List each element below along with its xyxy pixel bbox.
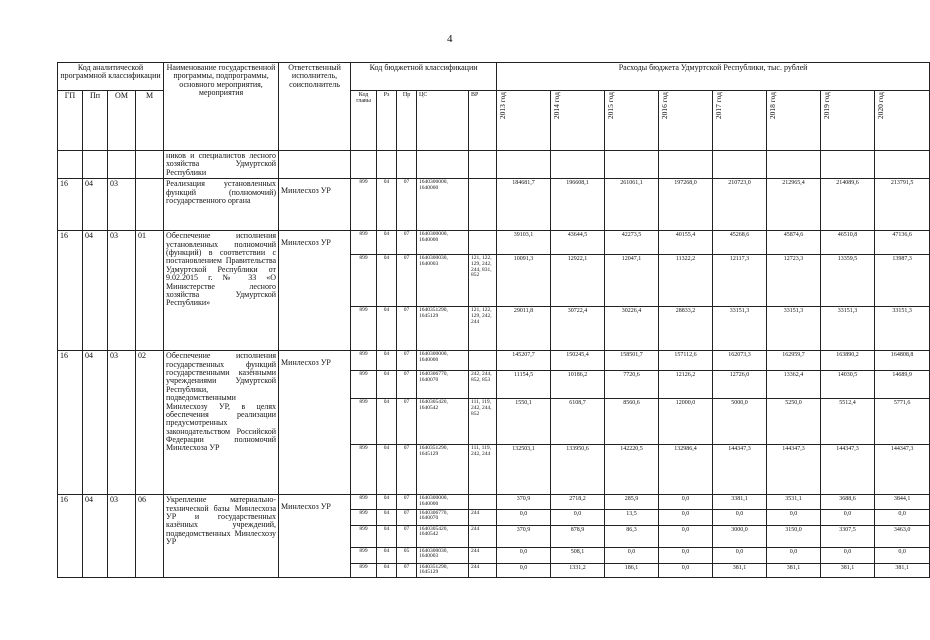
expense-value: 213791,5 [875, 179, 930, 231]
year-header: 2013 год [497, 91, 551, 151]
expense-value: 164808,8 [875, 351, 930, 371]
vr-code: 121, 122, 129, 242, 244, 831, 852 [469, 255, 497, 307]
expense-value: 33151,3 [875, 307, 930, 351]
expense-value: 0,0 [821, 509, 875, 525]
vr-code: 111, 119, 242, 244 [469, 445, 497, 495]
rz-code: 04 [377, 371, 397, 399]
pr-code: 07 [397, 445, 417, 495]
code-m: 02 [136, 351, 164, 495]
expense-value: 12726,0 [713, 371, 767, 399]
expense-value: 144347,3 [875, 445, 930, 495]
expense-value: 197268,0 [659, 179, 713, 231]
glava-header: Код главы [351, 91, 377, 151]
rz-code: 04 [377, 547, 397, 563]
glava-code: 899 [351, 509, 377, 525]
continuation-row [58, 151, 930, 179]
cs-code: 1640300000, 1640000 [417, 231, 469, 255]
expense-value: 30226,4 [605, 307, 659, 351]
expense-value: 11322,2 [659, 255, 713, 307]
expense-value: 7720,6 [605, 371, 659, 399]
cs-code: 1640300000, 1640000 [417, 351, 469, 371]
expense-value: 144347,3 [713, 445, 767, 495]
rz-code: 04 [377, 307, 397, 351]
expense-value: 13987,3 [875, 255, 930, 307]
expense-value: 0,0 [875, 547, 930, 563]
cs-code: 1640351290, 1645129 [417, 307, 469, 351]
expense-value: 1550,1 [497, 399, 551, 445]
vr-header: ВР [469, 91, 497, 151]
pr-code: 07 [397, 371, 417, 399]
code-om: 03 [108, 351, 136, 495]
vr-code [469, 495, 497, 510]
expense-value: 8560,6 [605, 399, 659, 445]
expense-value: 261061,1 [605, 179, 659, 231]
glava-code: 899 [351, 231, 377, 255]
expense-value: 13,5 [605, 509, 659, 525]
expense-value: 0,0 [659, 509, 713, 525]
code-gp: 16 [58, 231, 83, 351]
code-pp: 04 [83, 495, 108, 578]
cs-code: 1640351290, 1645129 [417, 563, 469, 578]
rz-code: 04 [377, 231, 397, 255]
year-header: 2017 год [713, 91, 767, 151]
glava-code: 899 [351, 307, 377, 351]
year-header: 2014 год [551, 91, 605, 151]
code-om: 03 [108, 495, 136, 578]
expense-value: 157112,6 [659, 351, 713, 371]
expense-value: 162073,3 [713, 351, 767, 371]
expense-value: 43644,5 [551, 231, 605, 255]
expense-value: 285,9 [605, 495, 659, 510]
m-header: М [136, 91, 164, 151]
expense-value: 370,9 [497, 495, 551, 510]
om-header: ОМ [108, 91, 136, 151]
pr-code: 07 [397, 255, 417, 307]
expense-value: 5771,6 [875, 399, 930, 445]
pr-code: 07 [397, 179, 417, 231]
executor: Минлесхоз УР [279, 351, 351, 495]
expense-value: 10091,3 [497, 255, 551, 307]
expense-value: 0,0 [659, 563, 713, 578]
expense-value: 381,1 [821, 563, 875, 578]
expense-value: 142220,5 [605, 445, 659, 495]
expense-value: 0,0 [551, 509, 605, 525]
program-name: Обеспечение исполнения государственных функций государственными казёнными учреждениями Удмуртской Республики, подведомственными Минлесхозу УР, в целях обеспечения реализации предусмотренных законодательством Российской Федерации полномочий Минлесхоза УР [164, 351, 279, 495]
expense-value: 0,0 [875, 509, 930, 525]
expense-value: 144347,3 [821, 445, 875, 495]
name-header: Наименование государственной программы, подпрограммы, основного мероприятия, мероприятия [164, 63, 279, 151]
year-header: 2016 год [659, 91, 713, 151]
expense-value: 212965,4 [767, 179, 821, 231]
gp-header: ГП [58, 91, 83, 151]
vr-code [469, 231, 497, 255]
rz-code: 04 [377, 509, 397, 525]
expense-value: 0,0 [659, 525, 713, 547]
glava-code: 899 [351, 563, 377, 578]
code-om: 03 [108, 231, 136, 351]
expense-value: 45874,6 [767, 231, 821, 255]
vr-code [469, 179, 497, 231]
vr-code: 242, 244, 852, 853 [469, 371, 497, 399]
expense-value: 0,0 [497, 509, 551, 525]
expense-value: 0,0 [713, 547, 767, 563]
code-m: 06 [136, 495, 164, 578]
expense-value: 47136,6 [875, 231, 930, 255]
expense-value: 150245,4 [551, 351, 605, 371]
vr-code [469, 351, 497, 371]
expense-value: 6108,7 [551, 399, 605, 445]
cs-code: 1640300030, 1640003 [417, 547, 469, 563]
pr-code: 07 [397, 351, 417, 371]
expense-value: 30722,4 [551, 307, 605, 351]
pr-code: 07 [397, 509, 417, 525]
expense-value: 0,0 [821, 547, 875, 563]
rz-code: 04 [377, 179, 397, 231]
expense-value: 158501,7 [605, 351, 659, 371]
executor: Минлесхоз УР [279, 495, 351, 578]
table-header [58, 63, 930, 151]
expense-value: 5000,0 [713, 399, 767, 445]
expense-value: 12000,0 [659, 399, 713, 445]
pp-header: Пп [83, 91, 108, 151]
program-name: Укрепление материально-технической базы Минлесхоза УР и государственных казённых учреждений, подведомственных Минлесхозу УР [164, 495, 279, 578]
code-gp: 16 [58, 495, 83, 578]
expense-value: 132503,1 [497, 445, 551, 495]
expense-value: 186,1 [605, 563, 659, 578]
expense-value: 214089,6 [821, 179, 875, 231]
pr-code: 07 [397, 563, 417, 578]
expense-value: 3307,5 [821, 525, 875, 547]
glava-code: 899 [351, 371, 377, 399]
glava-code: 899 [351, 525, 377, 547]
expense-value: 878,9 [551, 525, 605, 547]
vr-code: 121, 122, 129, 242, 244 [469, 307, 497, 351]
expense-value: 11154,5 [497, 371, 551, 399]
executor: Минлесхоз УР [279, 179, 351, 231]
expense-value: 132986,4 [659, 445, 713, 495]
expense-value: 13362,4 [767, 371, 821, 399]
cs-header: ЦС [417, 91, 469, 151]
pr-code: 07 [397, 231, 417, 255]
expense-value: 0,0 [497, 563, 551, 578]
glava-code: 899 [351, 351, 377, 371]
budget-code-header: Код бюджетной классификации [351, 63, 497, 91]
vr-code: 244 [469, 563, 497, 578]
expense-value: 3150,0 [767, 525, 821, 547]
expense-value: 184681,7 [497, 179, 551, 231]
expense-value: 3463,0 [875, 525, 930, 547]
year-header: 2015 год [605, 91, 659, 151]
program-name: Реализация установленных функций (полномочий) государственного органа [164, 179, 279, 231]
expense-value: 162959,7 [767, 351, 821, 371]
expense-value: 2718,2 [551, 495, 605, 510]
expense-value: 5250,0 [767, 399, 821, 445]
table-row [58, 495, 930, 510]
expense-value: 10186,2 [551, 371, 605, 399]
rz-code: 04 [377, 445, 397, 495]
expense-value: 508,1 [551, 547, 605, 563]
glava-code: 899 [351, 445, 377, 495]
code-m [136, 179, 164, 231]
pr-code: 05 [397, 547, 417, 563]
expense-value: 370,9 [497, 525, 551, 547]
expense-value: 12117,3 [713, 255, 767, 307]
code-pp: 04 [83, 231, 108, 351]
expense-value: 381,1 [713, 563, 767, 578]
pr-code: 07 [397, 307, 417, 351]
expense-value: 381,1 [767, 563, 821, 578]
cs-code: 1640306770, 1640070 [417, 371, 469, 399]
expense-value: 0,0 [767, 509, 821, 525]
expense-value: 42273,5 [605, 231, 659, 255]
rz-code: 04 [377, 351, 397, 371]
expense-value: 33151,3 [821, 307, 875, 351]
expense-value: 3000,0 [713, 525, 767, 547]
table-row [58, 179, 930, 231]
rz-code: 04 [377, 525, 397, 547]
expenses-header: Расходы бюджета Удмуртской Республики, тыс. рублей [497, 63, 930, 91]
page-number: 4 [447, 33, 453, 45]
cs-code: 1640300000, 1640000 [417, 495, 469, 510]
pr-header: Пр [397, 91, 417, 151]
rz-header: Рз [377, 91, 397, 151]
code-group-header: Код аналитической программной классификации [58, 63, 164, 91]
vr-code: 244 [469, 547, 497, 563]
expense-value: 144347,3 [767, 445, 821, 495]
year-header: 2018 год [767, 91, 821, 151]
expense-value: 0,0 [659, 495, 713, 510]
expense-value: 163890,2 [821, 351, 875, 371]
vr-code: 111, 119, 242, 244, 852 [469, 399, 497, 445]
continuation-text: ников и специалистов лесного хозяйства Удмуртской Республики [164, 151, 279, 179]
expense-value: 196608,1 [551, 179, 605, 231]
pr-code: 07 [397, 399, 417, 445]
executor: Минлесхоз УР [279, 231, 351, 351]
pr-code: 07 [397, 495, 417, 510]
expense-value: 5512,4 [821, 399, 875, 445]
expense-value: 46510,8 [821, 231, 875, 255]
rz-code: 04 [377, 495, 397, 510]
table-row [58, 231, 930, 255]
year-header: 2019 год [821, 91, 875, 151]
code-gp: 16 [58, 179, 83, 231]
code-m: 01 [136, 231, 164, 351]
glava-code: 899 [351, 399, 377, 445]
expense-value: 210723,0 [713, 179, 767, 231]
expense-value: 0,0 [497, 547, 551, 563]
program-name: Обеспечение исполнения установленных полномочий (функций) в соответствии с постановлением Правительства Удмуртской Республики от 9.02.2015 г. № 33 «О Министерстве лесного хозяйства Удмуртской Республики» [164, 231, 279, 351]
expense-value: 29011,8 [497, 307, 551, 351]
expense-value: 3531,1 [767, 495, 821, 510]
expense-value: 0,0 [605, 547, 659, 563]
year-header: 2020 год [875, 91, 930, 151]
expense-value: 133950,6 [551, 445, 605, 495]
cs-code: 1640351290, 1645129 [417, 445, 469, 495]
expense-value: 33151,3 [767, 307, 821, 351]
expense-value: 12126,2 [659, 371, 713, 399]
expense-value: 3381,1 [713, 495, 767, 510]
expense-value: 3688,6 [821, 495, 875, 510]
expense-value: 0,0 [767, 547, 821, 563]
cs-code: 1640305420, 1640542 [417, 399, 469, 445]
table-row [58, 351, 930, 371]
expense-value: 12922,1 [551, 255, 605, 307]
vr-code: 244 [469, 525, 497, 547]
code-gp: 16 [58, 351, 83, 495]
glava-code: 899 [351, 179, 377, 231]
expense-value: 0,0 [659, 547, 713, 563]
expense-value: 28833,2 [659, 307, 713, 351]
cs-code: 1640300030, 1640003 [417, 255, 469, 307]
code-om: 03 [108, 179, 136, 231]
code-pp: 04 [83, 179, 108, 231]
expense-value: 3844,1 [875, 495, 930, 510]
glava-code: 899 [351, 547, 377, 563]
expense-value: 14030,5 [821, 371, 875, 399]
expense-value: 45268,6 [713, 231, 767, 255]
expense-value: 145207,7 [497, 351, 551, 371]
expense-value: 381,1 [875, 563, 930, 578]
rz-code: 04 [377, 563, 397, 578]
vr-code: 244 [469, 509, 497, 525]
expense-value: 40155,4 [659, 231, 713, 255]
cs-code: 1640306770, 1640070 [417, 509, 469, 525]
expense-value: 1331,2 [551, 563, 605, 578]
cs-code: 1640305420, 1640542 [417, 525, 469, 547]
expense-value: 86,3 [605, 525, 659, 547]
code-pp: 04 [83, 351, 108, 495]
executor-header: Ответственный исполнитель, соисполнитель [279, 63, 351, 151]
expense-value: 13359,5 [821, 255, 875, 307]
rz-code: 04 [377, 399, 397, 445]
expense-value: 12723,3 [767, 255, 821, 307]
pr-code: 07 [397, 525, 417, 547]
expense-value: 39103,1 [497, 231, 551, 255]
expense-value: 33151,3 [713, 307, 767, 351]
glava-code: 899 [351, 255, 377, 307]
table-body [58, 151, 930, 578]
glava-code: 899 [351, 495, 377, 510]
expense-value: 14689,9 [875, 371, 930, 399]
budget-table [57, 62, 930, 578]
expense-value: 12047,1 [605, 255, 659, 307]
rz-code: 04 [377, 255, 397, 307]
expense-value: 0,0 [713, 509, 767, 525]
cs-code: 1640300000, 1640000 [417, 179, 469, 231]
